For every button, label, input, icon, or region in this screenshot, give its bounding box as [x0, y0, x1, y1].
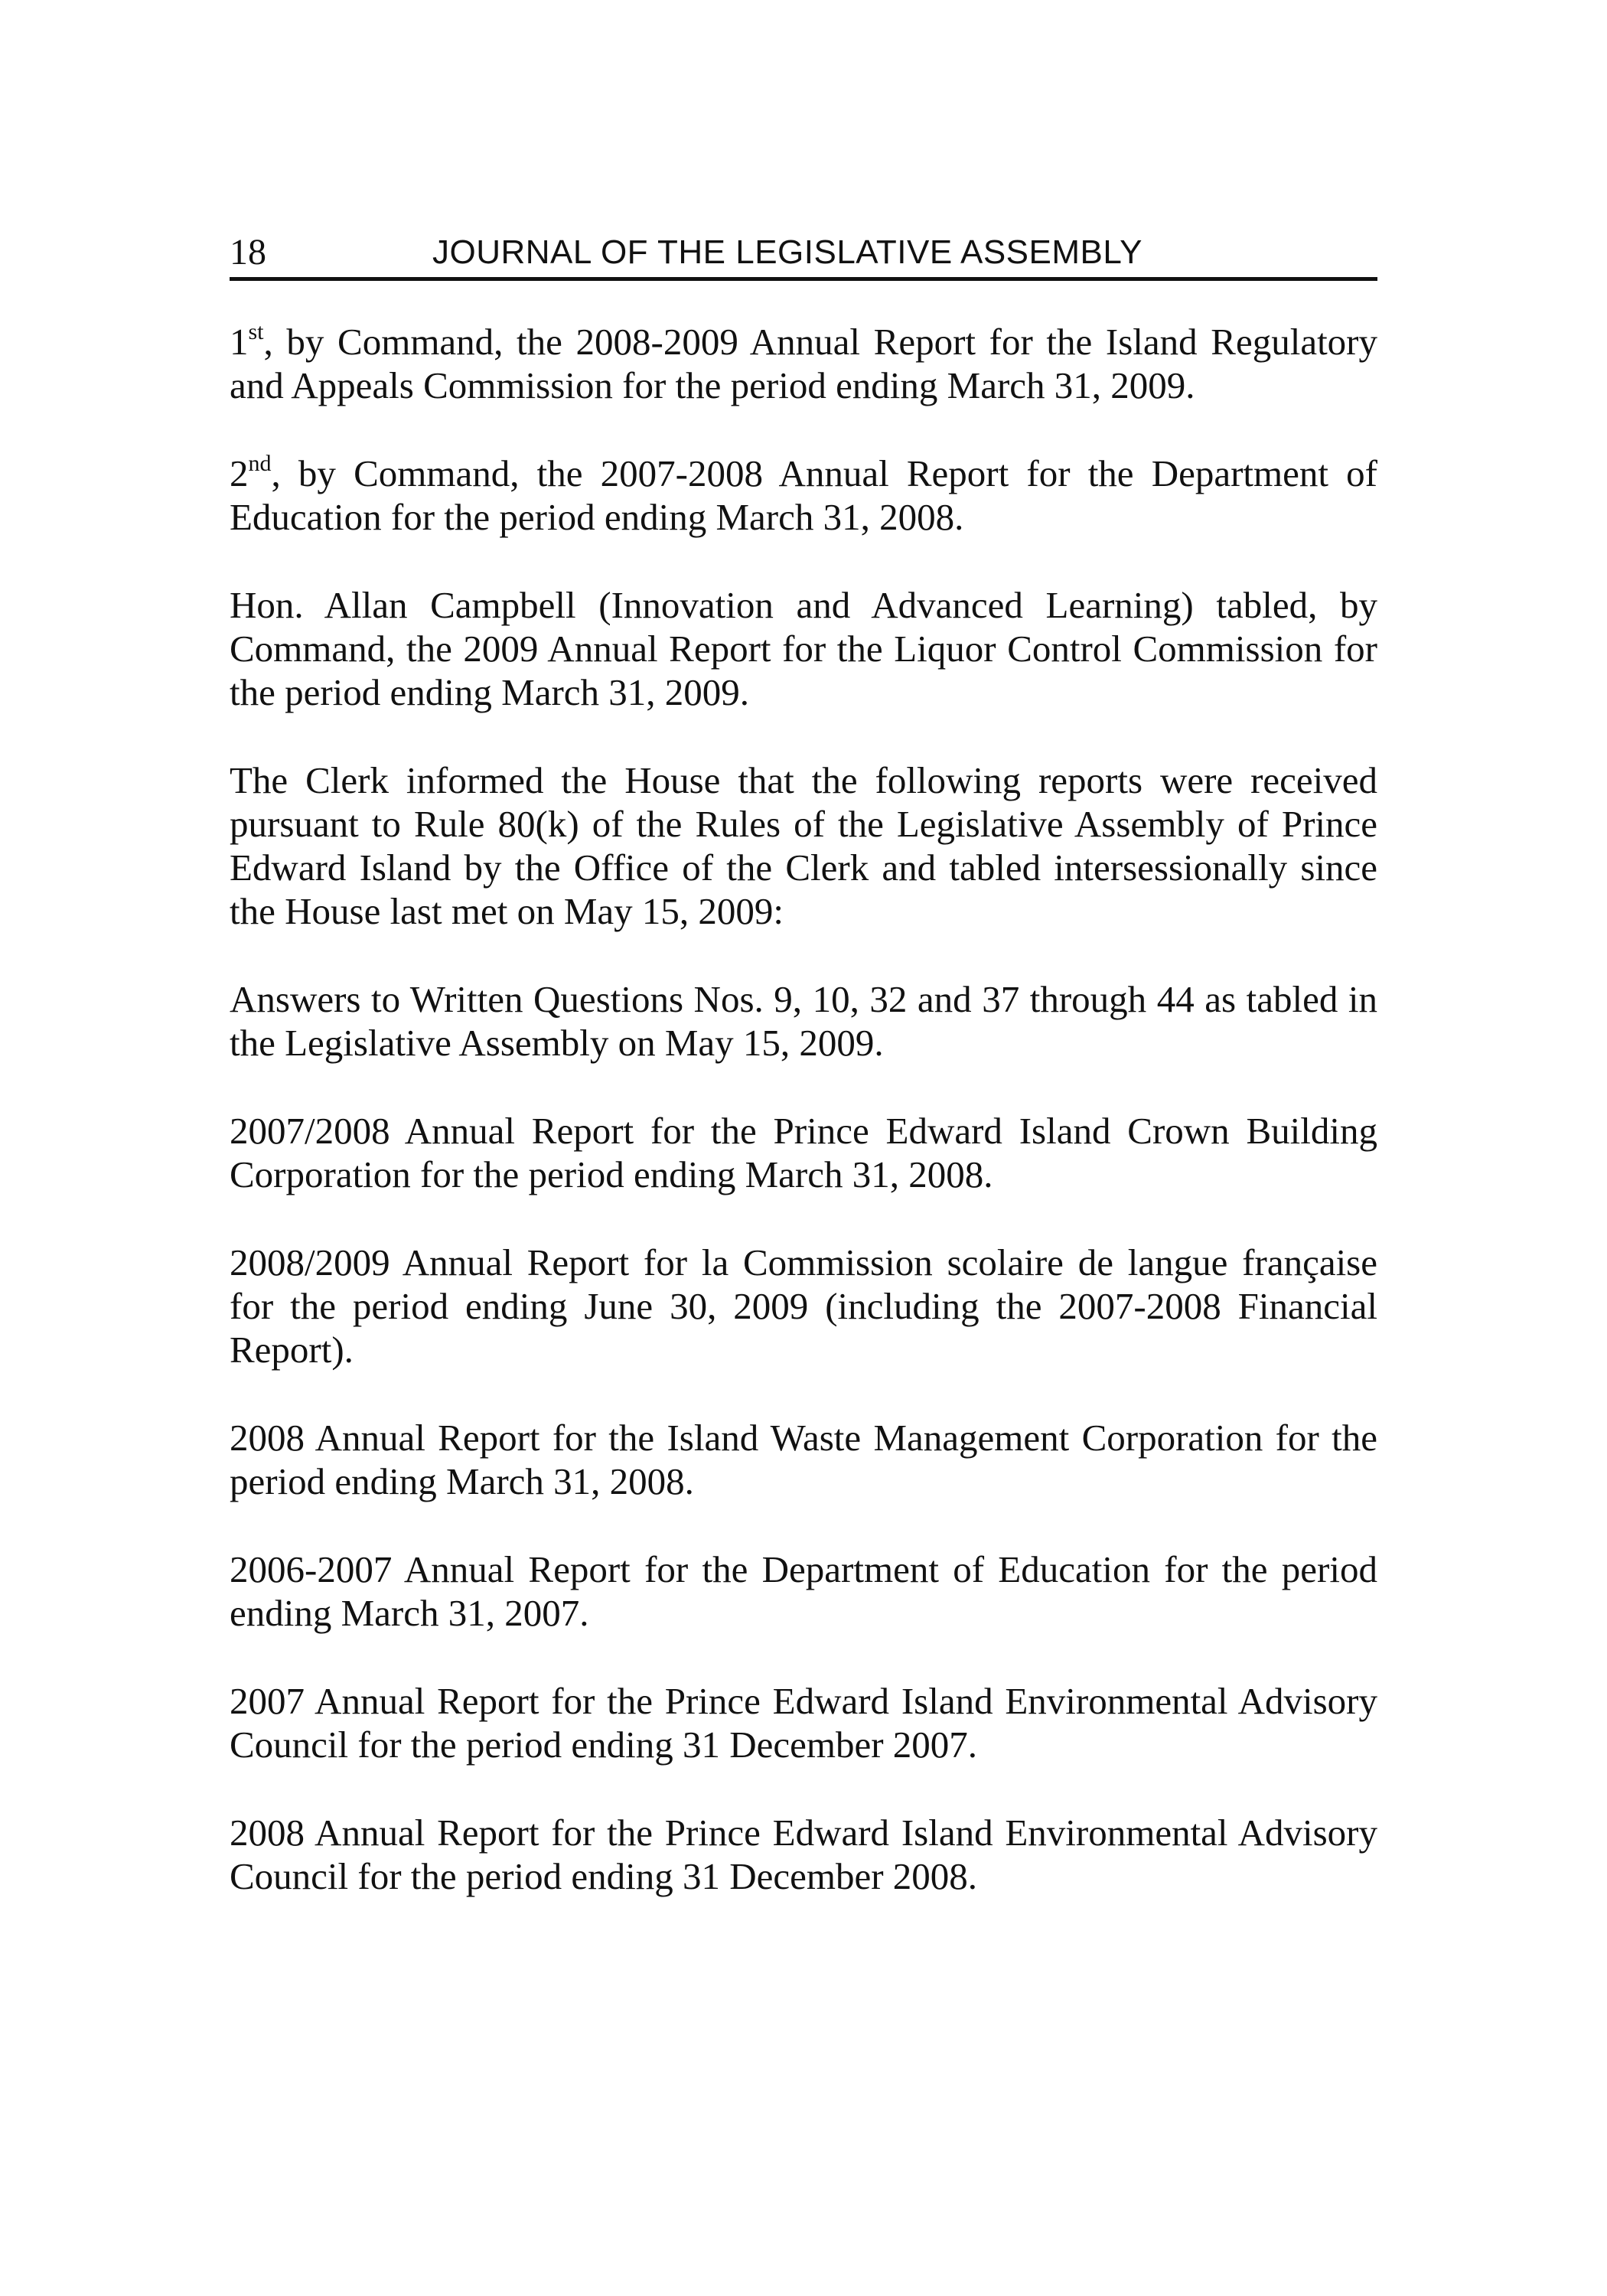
paragraph — [230, 452, 1377, 539]
ordinal-suffix: nd — [248, 451, 272, 476]
journal-title: JOURNAL OF THE LEGISLATIVE ASSEMBLY — [432, 233, 1143, 271]
paragraph: 2006-2007 Annual Report for the Department of Education for the period ending March 31, 2007. — [230, 1548, 1377, 1634]
journal-body — [230, 320, 1377, 1942]
paragraph: Answers to Written Questions Nos. 9, 10, 32 and 37 through 44 as tabled in the Legislative Assembly on May 15, 2009. — [230, 978, 1377, 1064]
paragraph: 2007 Annual Report for the Prince Edward Island Environmental Advisory Council for the period ending 31 December 2007. — [230, 1680, 1377, 1766]
paragraph: 2007/2008 Annual Report for the Prince Edward Island Crown Building Corporation for the period ending March 31, 2008. — [230, 1110, 1377, 1195]
paragraph-text: , by Command, the 2007-2008 Annual Report for the Department of Education for the period ending March 31, 2008. — [230, 452, 1377, 538]
paragraph: 2008 Annual Report for the Island Waste Management Corporation for the period ending March 31, 2008. — [230, 1417, 1377, 1502]
page-number: 18 — [230, 232, 266, 272]
paragraph: The Clerk informed the House that the following reports were received pursuant to Rule 80(k) of the Rules of the Legislative Assembly of Prince Edward Island by the Office of the Clerk and tabled intersessionally since the House last met on May 15, 2009: — [230, 759, 1377, 932]
running-header — [230, 230, 1377, 281]
paragraph: Hon. Allan Campbell (Innovation and Advanced Learning) tabled, by Command, the 2009 Annual Report for the Liquor Control Commission for the period ending March 31, 2009. — [230, 584, 1377, 713]
journal-page — [230, 0, 1377, 2296]
paragraph: 2008 Annual Report for the Prince Edward Island Environmental Advisory Council for the period ending 31 December 2008. — [230, 1812, 1377, 1897]
item-number: 2 — [230, 452, 249, 494]
paragraph: 2008/2009 Annual Report for la Commission scolaire de langue française for the period ending June 30, 2009 (including the 2007-2008 Financial Report). — [230, 1241, 1377, 1371]
paragraph — [230, 320, 1377, 407]
item-number: 1 — [230, 321, 249, 363]
paragraph-text: , by Command, the 2008-2009 Annual Report for the Island Regulatory and Appeals Commission for the period ending March 31, 2009. — [230, 321, 1377, 406]
ordinal-suffix: st — [248, 319, 264, 344]
